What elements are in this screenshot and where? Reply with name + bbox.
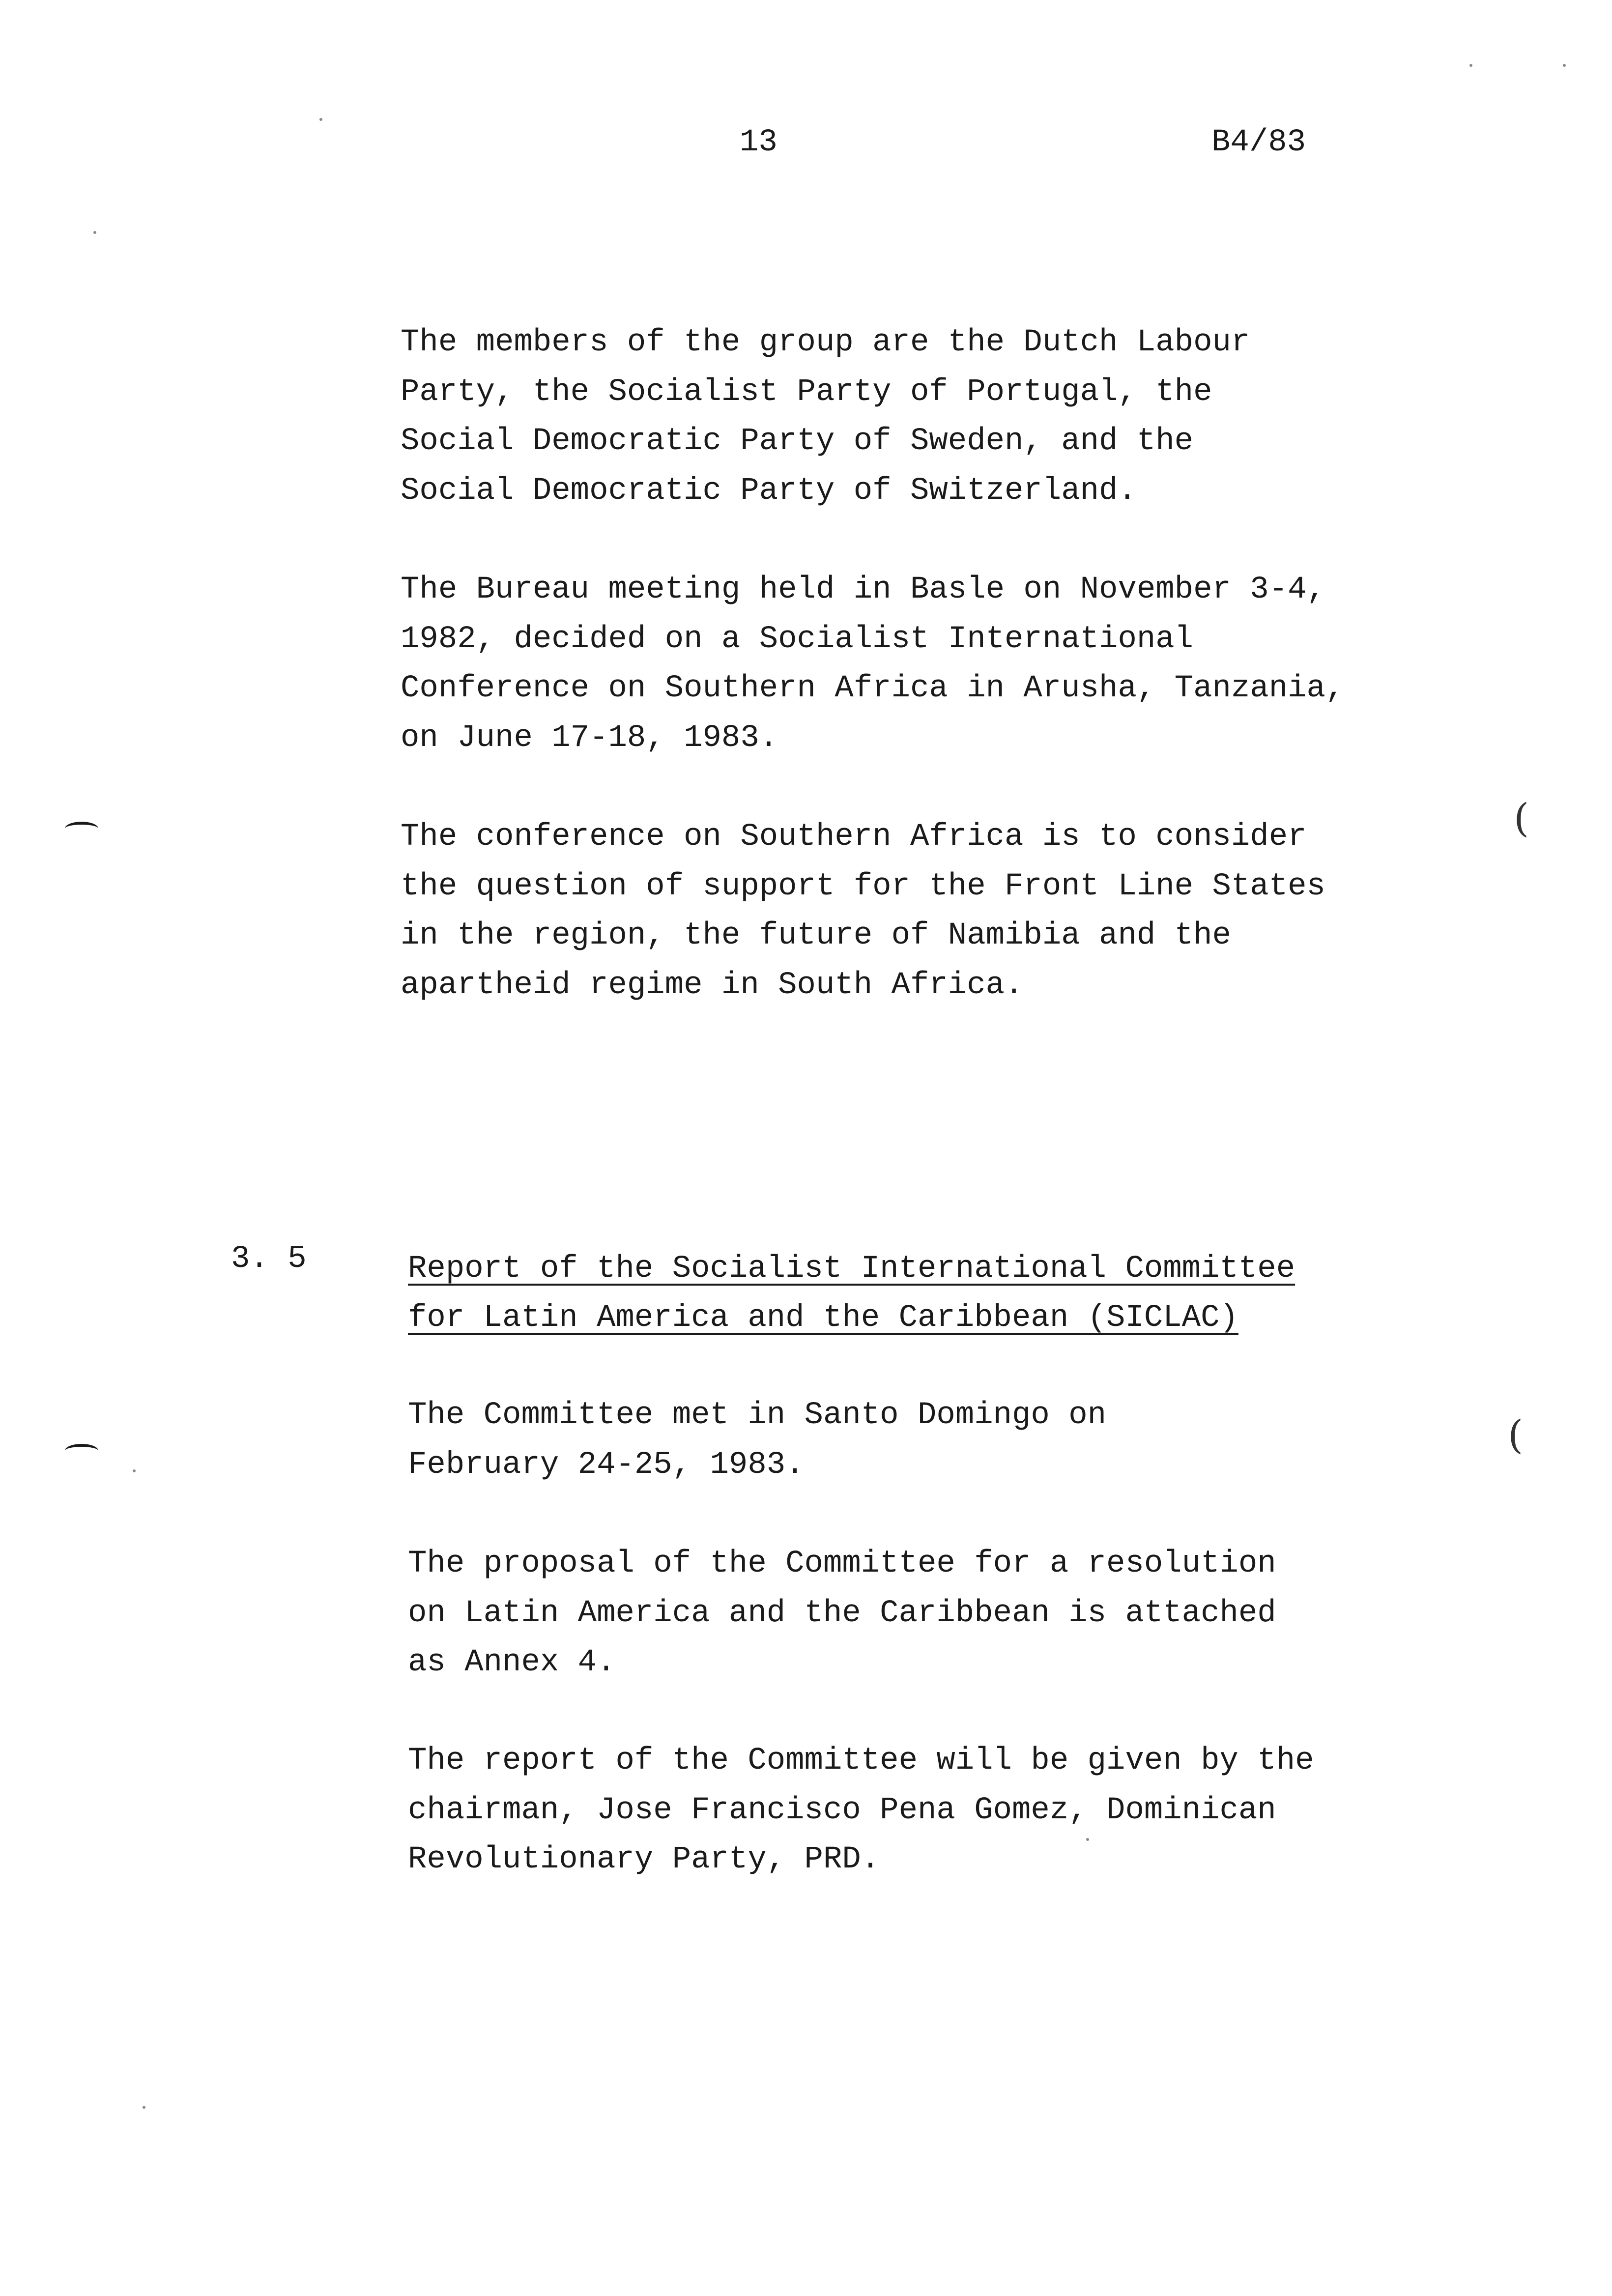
scan-speck	[1469, 64, 1472, 67]
text-line: The Bureau meeting held in Basle on November 3-4,	[401, 572, 1325, 607]
text-line: in the region, the future of Namibia and the	[401, 918, 1231, 953]
page-number: 13	[740, 125, 777, 160]
text-line: Party, the Socialist Party of Portugal, the	[401, 374, 1212, 410]
paragraph-report-chairman	[408, 1736, 1314, 1885]
document-reference: B4/83	[1211, 125, 1306, 160]
text-line: apartheid regime in South Africa.	[401, 967, 1024, 1003]
paragraph-group-members	[401, 318, 1250, 516]
text-line: chairman, Jose Francisco Pena Gomez, Dominican	[408, 1792, 1276, 1828]
text-line: The conference on Southern Africa is to consider	[401, 819, 1307, 855]
text-line: the question of support for the Front Line States	[401, 868, 1325, 904]
text-line: The Committee met in Santo Domingo on	[408, 1398, 1107, 1433]
paragraph-southern-africa	[401, 812, 1325, 1010]
section-number: 3. 5	[231, 1241, 307, 1277]
text-line: 1982, decided on a Socialist International	[401, 621, 1194, 657]
text-line: on June 17-18, 1983.	[401, 720, 778, 756]
punch-hole-mark: (	[1508, 1412, 1524, 1458]
punch-hole-mark: (	[1514, 795, 1529, 841]
paragraph-resolution-proposal	[408, 1539, 1276, 1688]
text-line: on Latin America and the Caribbean is attached	[408, 1595, 1276, 1631]
text-line: Conference on Southern Africa in Arusha, Tanzania,	[401, 671, 1345, 706]
section-title-line: for Latin America and the Caribbean (SICLAC)	[408, 1300, 1238, 1336]
section-title	[408, 1244, 1295, 1343]
text-line: February 24-25, 1983.	[408, 1447, 805, 1483]
punch-hole-mark	[65, 1444, 98, 1458]
scan-speck	[133, 1469, 136, 1472]
section-title-line: Report of the Socialist International Committee	[408, 1251, 1295, 1287]
text-line: as Annex 4.	[408, 1645, 616, 1680]
scan-speck	[319, 118, 322, 121]
scan-speck	[1563, 64, 1566, 67]
punch-hole-mark	[65, 822, 98, 835]
text-line: Social Democratic Party of Sweden, and the	[401, 424, 1194, 459]
paragraph-committee-met	[408, 1391, 1106, 1490]
text-line: Social Democratic Party of Switzerland.	[401, 473, 1137, 509]
scan-speck	[93, 231, 96, 234]
text-line: The report of the Committee will be given by the	[408, 1743, 1314, 1779]
paragraph-bureau-meeting	[401, 565, 1344, 763]
text-line: The proposal of the Committee for a resolution	[408, 1546, 1276, 1581]
text-line: Revolutionary Party, PRD.	[408, 1842, 880, 1877]
text-line: The members of the group are the Dutch Labour	[401, 325, 1250, 360]
scan-speck	[1086, 1838, 1089, 1841]
scan-speck	[143, 2106, 145, 2109]
